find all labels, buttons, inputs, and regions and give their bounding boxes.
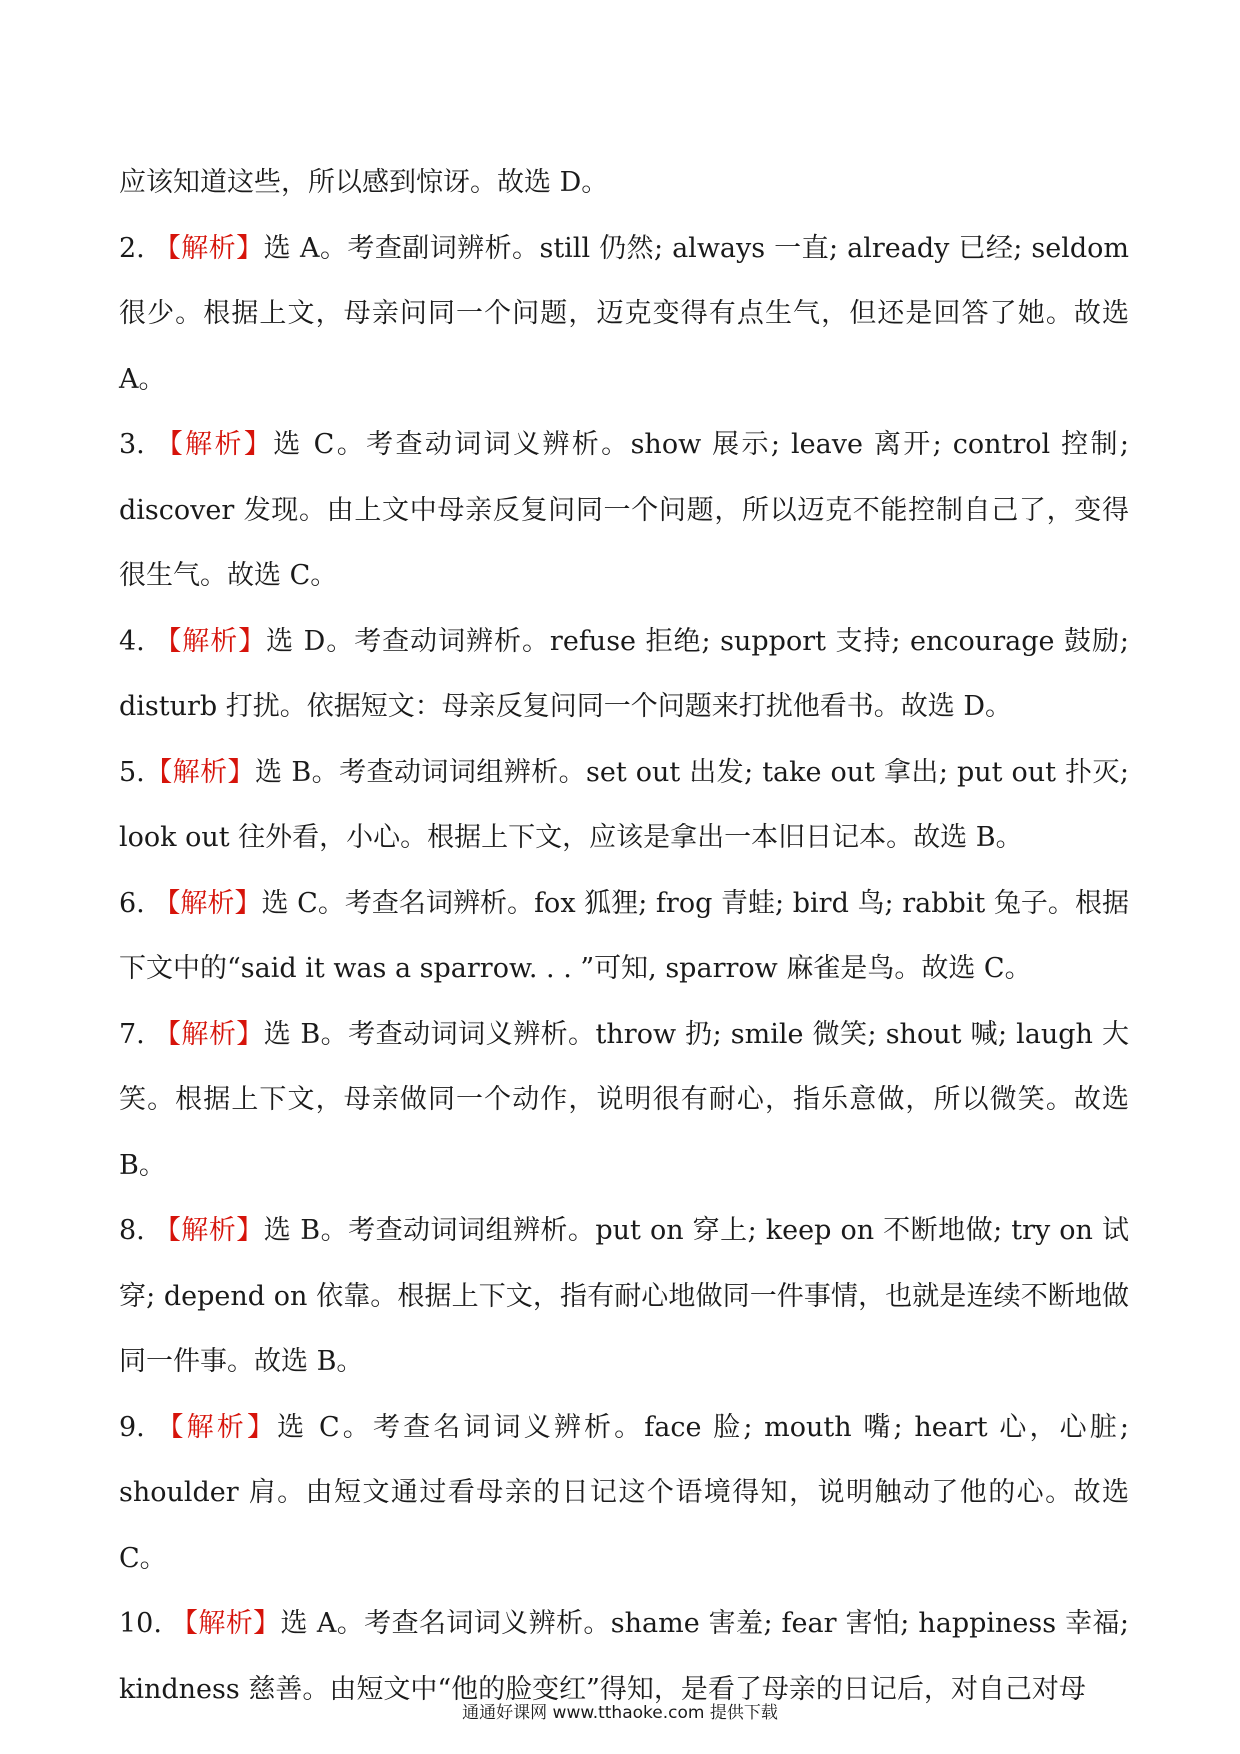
analysis-tag: 【解析】: [170, 1608, 281, 1639]
explanation-paragraph-2: [119, 216, 1129, 413]
explanation-paragraph-7: [119, 1002, 1129, 1199]
paragraph-text: 选 B。考查动词词义辨析。throw 扔; smile 微笑; shout 喊; laugh 大笑。根据上下文，母亲做同一个动作，说明很有耐心，指乐意做，所以微笑。故选 B。: [119, 1018, 1130, 1181]
explanation-paragraph-1: [119, 150, 1129, 216]
question-number: 7.: [119, 1018, 154, 1050]
question-number: 4.: [119, 625, 155, 657]
answer-explanations: [119, 150, 1129, 1722]
question-number: 2.: [119, 232, 154, 264]
analysis-tag: 【解析】: [154, 625, 267, 657]
paragraph-text: 应该知道这些，所以感到惊讶。故选 D。: [119, 167, 609, 198]
paragraph-text: 选 A。考查副词辨析。still 仍然; always 一直; already 已经; seldom 很少。根据上文，母亲问同一个问题，迈克变得有点生气，但还是回答了她。故选 A。: [119, 232, 1130, 395]
question-number: 9.: [119, 1411, 157, 1443]
question-number: 10.: [119, 1608, 171, 1639]
analysis-tag: 【解析】: [153, 1018, 264, 1050]
question-number: 3.: [119, 429, 156, 460]
question-number: 5.: [119, 756, 145, 788]
explanation-paragraph-3: [119, 412, 1129, 609]
paragraph-text: 选 C。考查名词辨析。fox 狐狸; frog 青蛙; bird 鸟; rabbit 兔子。根据下文中的“said it was a sparrow. . . ”可知, sparrow 麻雀是鸟。故选 C。: [119, 887, 1129, 984]
explanation-paragraph-5: [119, 740, 1129, 871]
analysis-tag: 【解析】: [153, 1215, 264, 1246]
paragraph-text: 选 D。考查动词辨析。refuse 拒绝; support 支持; encourage 鼓励; disturb 打扰。依据短文：母亲反复问同一个问题来打扰他看书。故选 D。: [119, 625, 1130, 722]
paragraph-text: 选 B。考查动词词组辨析。set out 出发; take out 拿出; put out 扑灭; look out 往外看，小心。根据上下文，应该是拿出一本旧日记本。故选 B。: [119, 756, 1129, 853]
explanation-paragraph-8: [119, 1198, 1129, 1395]
analysis-tag: 【解析】: [153, 232, 264, 264]
question-number: 8.: [119, 1215, 154, 1246]
analysis-tag: 【解析】: [153, 887, 262, 919]
explanation-paragraph-4: [119, 609, 1129, 740]
paragraph-text: 选 A。考查名词词义辨析。shame 害羞; fear 害怕; happiness 幸福; kindness 慈善。由短文中“他的脸变红”得知，是看了母亲的日记后，对自己对母: [119, 1608, 1129, 1705]
analysis-tag: 【解析】: [156, 1411, 278, 1443]
paragraph-text: 选 C。考查动词词义辨析。show 展示; leave 离开; control 控制; discover 发现。由上文中母亲反复问同一个问题，所以迈克不能控制自己了，变得很生气。故选 C。: [119, 429, 1130, 591]
question-number: 6.: [119, 887, 154, 919]
explanation-paragraph-6: [119, 871, 1129, 1002]
analysis-tag: 【解析】: [155, 429, 274, 460]
analysis-tag: 【解析】: [144, 756, 255, 788]
explanation-paragraph-9: [119, 1395, 1129, 1592]
page-footer: 通通好课网 www.tthaoke.com 提供下载: [462, 1703, 778, 1723]
paragraph-text: 选 B。考查动词词组辨析。put on 穿上; keep on 不断地做; try on 试穿; depend on 依靠。根据上下文，指有耐心地做同一件事情，也就是连续不断地做同一件事。故选 B。: [119, 1215, 1130, 1377]
paragraph-text: 选 C。考查名词词义辨析。face 脸; mouth 嘴; heart 心，心脏; shoulder 肩。由短文通过看母亲的日记这个语境得知，说明触动了他的心。故选 C。: [119, 1411, 1130, 1574]
